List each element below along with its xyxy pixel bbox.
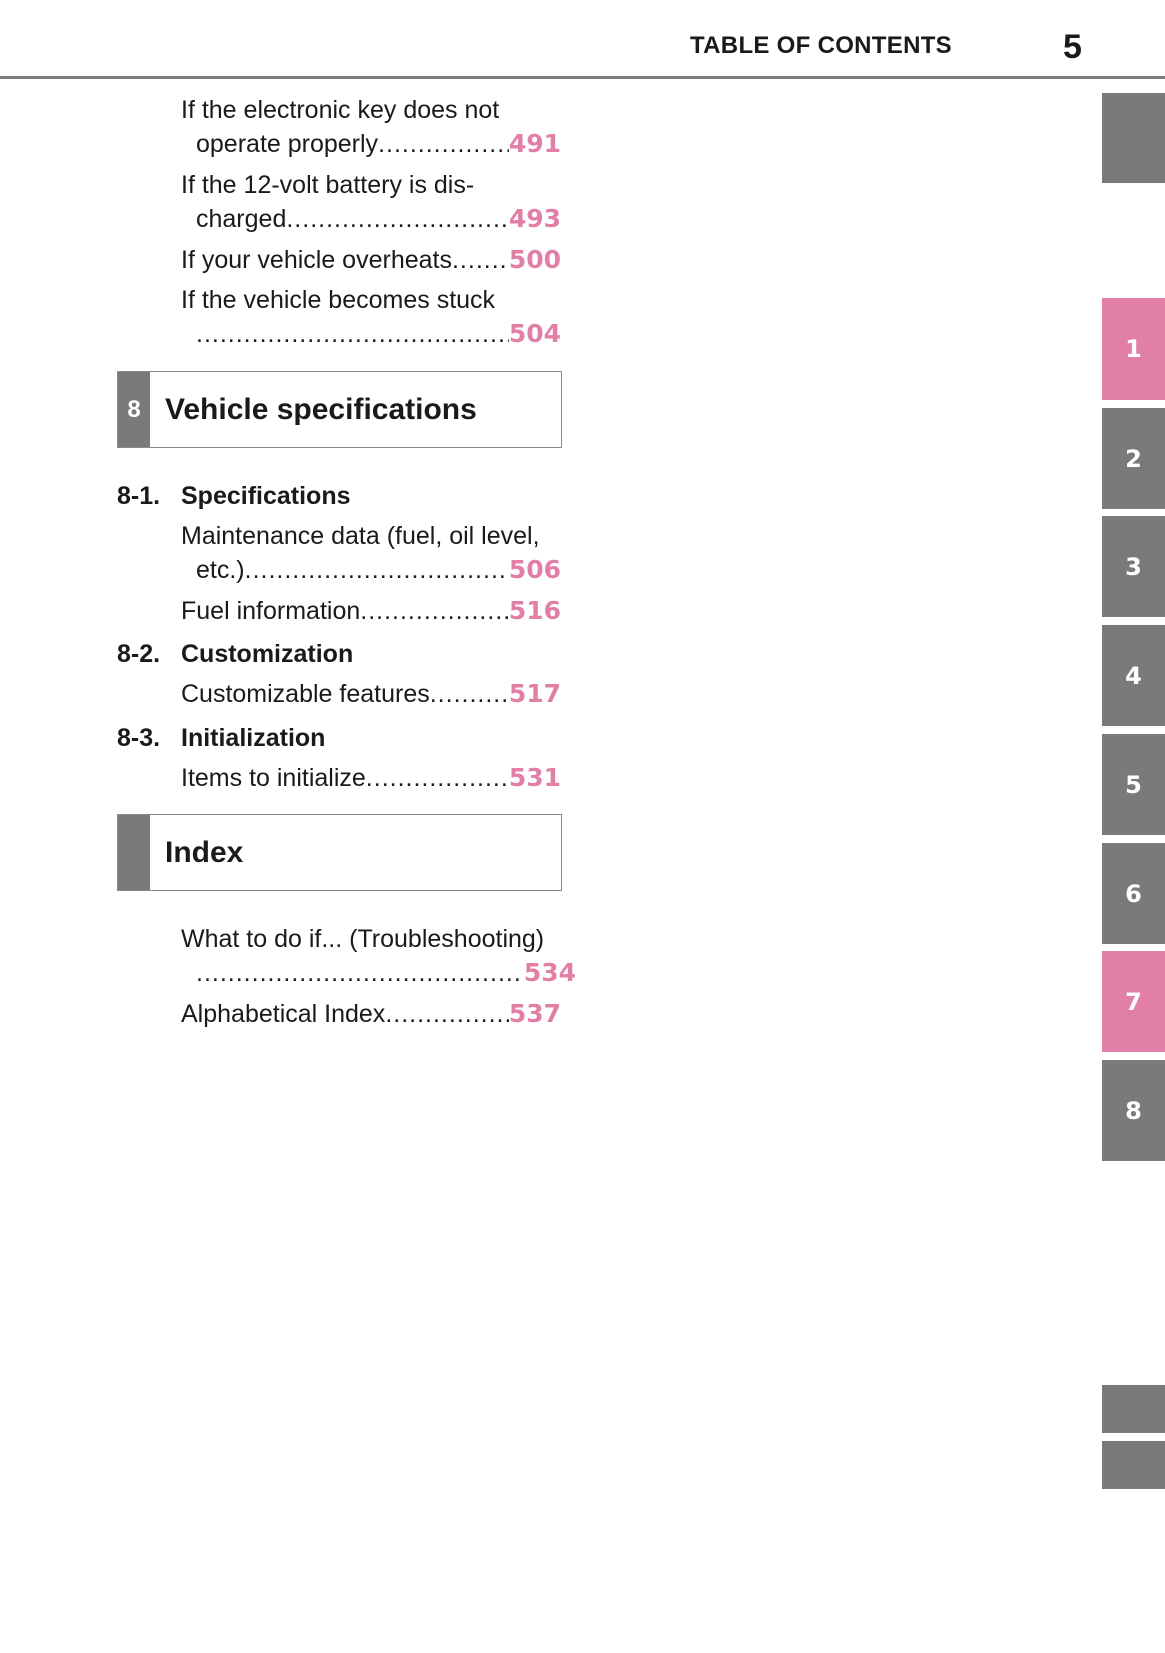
- toc-entry-text: If the electronic key does not: [181, 96, 500, 124]
- side-tab-3[interactable]: 3: [1102, 516, 1165, 617]
- leader-dots: [196, 956, 524, 990]
- toc-entry-items-to-initialize[interactable]: [181, 761, 561, 795]
- toc-entry-text: Fuel information: [181, 597, 361, 625]
- toc-entry-overheats[interactable]: [181, 243, 561, 277]
- toc-page-link[interactable]: 504: [508, 319, 561, 348]
- subsection-number: 8-1.: [117, 482, 161, 510]
- toc-entry-text: Customizable features: [181, 680, 430, 708]
- toc-page-link[interactable]: 491: [508, 129, 561, 158]
- toc-page-link[interactable]: 517: [508, 679, 561, 708]
- leader-dots: [196, 317, 509, 351]
- side-tab-blank-top[interactable]: [1102, 93, 1165, 183]
- subsection-8-1[interactable]: [117, 479, 351, 513]
- side-tab-blank-lower-2[interactable]: [1102, 1441, 1165, 1489]
- section-title: Vehicle specifications: [165, 392, 477, 426]
- toc-entry-text: etc.): [196, 556, 245, 584]
- header-divider: [0, 76, 1165, 79]
- toc-entry-battery[interactable]: [181, 168, 561, 236]
- section-marker: [118, 815, 150, 890]
- side-tab-6[interactable]: 6: [1102, 843, 1165, 944]
- toc-entry-text: Maintenance data (fuel, oil level,: [181, 522, 540, 550]
- toc-entry-text: Alphabetical Index: [181, 1000, 386, 1028]
- section-header-vehicle-specifications[interactable]: [117, 371, 562, 448]
- toc-entry-text: What to do if... (Troubleshooting): [181, 925, 545, 953]
- toc-page-link[interactable]: 506: [508, 555, 561, 584]
- toc-entry-customizable-features[interactable]: [181, 677, 561, 711]
- toc-entry-troubleshooting[interactable]: [181, 922, 576, 990]
- side-tab-7[interactable]: 7: [1102, 951, 1165, 1052]
- leader-dots: [385, 997, 509, 1031]
- toc-entry-text: Items to initialize: [181, 764, 366, 792]
- toc-entry-electronic-key[interactable]: [181, 93, 561, 161]
- leader-dots: [360, 594, 509, 628]
- leader-dots: [430, 677, 509, 711]
- subsection-8-2[interactable]: [117, 637, 353, 671]
- header-title: TABLE OF CONTENTS: [690, 32, 952, 59]
- section-number: 8: [118, 372, 150, 447]
- side-tab-5[interactable]: 5: [1102, 734, 1165, 835]
- toc-page-link[interactable]: 534: [523, 958, 576, 987]
- toc-entry-text: If your vehicle overheats: [181, 246, 452, 274]
- toc-entry-text: If the vehicle becomes stuck: [181, 286, 496, 314]
- leader-dots: [452, 243, 509, 277]
- subsection-number: 8-3.: [117, 724, 161, 752]
- section-header-index[interactable]: [117, 814, 562, 891]
- subsection-title: Specifications: [181, 482, 351, 510]
- toc-entry-maintenance-data[interactable]: [181, 519, 561, 587]
- side-tab-blank-lower-1[interactable]: [1102, 1385, 1165, 1433]
- subsection-title: Customization: [181, 640, 354, 668]
- subsection-8-3[interactable]: [117, 721, 325, 755]
- toc-page-link[interactable]: 531: [508, 763, 561, 792]
- toc-entry-stuck[interactable]: [181, 283, 561, 351]
- side-tab-2[interactable]: 2: [1102, 408, 1165, 509]
- side-tab-1[interactable]: 1: [1102, 298, 1165, 400]
- toc-page-link[interactable]: 493: [508, 204, 561, 233]
- toc-page-link[interactable]: 500: [508, 245, 561, 274]
- leader-dots: [245, 553, 509, 587]
- leader-dots: [286, 202, 508, 236]
- leader-dots: [366, 761, 509, 795]
- toc-page-link[interactable]: 537: [508, 999, 561, 1028]
- toc-entry-alphabetical-index[interactable]: [181, 997, 561, 1031]
- section-title: Index: [165, 835, 244, 869]
- side-tab-4[interactable]: 4: [1102, 625, 1165, 726]
- toc-entry-text: charged: [196, 205, 287, 233]
- subsection-title: Initialization: [181, 724, 326, 752]
- side-tab-8[interactable]: 8: [1102, 1060, 1165, 1161]
- toc-entry-fuel-information[interactable]: [181, 594, 561, 628]
- toc-page-link[interactable]: 516: [508, 596, 561, 625]
- subsection-number: 8-2.: [117, 640, 161, 668]
- toc-entry-text: operate properly: [196, 130, 379, 158]
- page-number: 5: [1063, 28, 1082, 66]
- leader-dots: [378, 127, 509, 161]
- toc-entry-text: If the 12-volt battery is dis-: [181, 171, 475, 199]
